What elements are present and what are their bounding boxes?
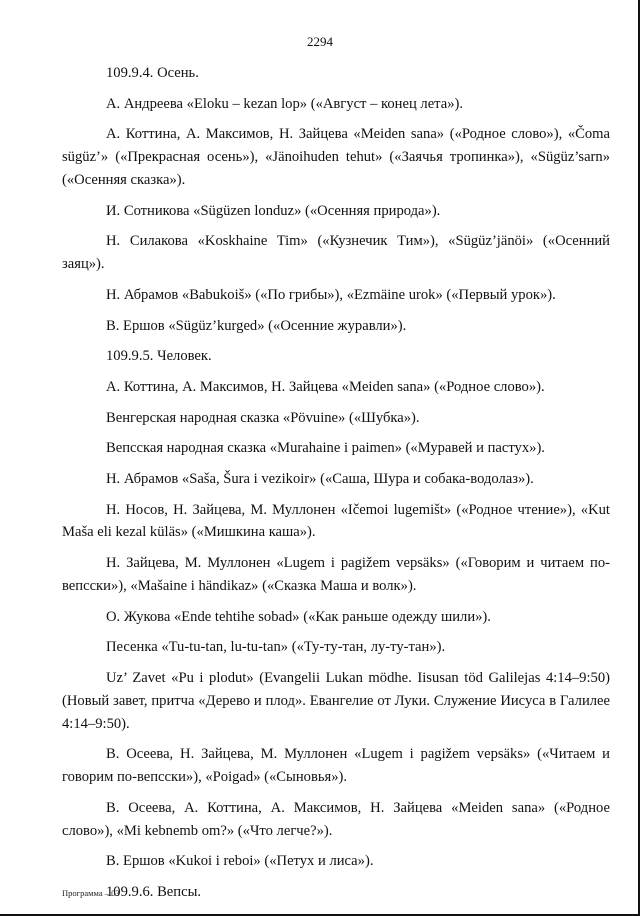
paragraph: В. Ершов «Sügüz’kurged» («Осенние журавли»). (106, 317, 407, 334)
page-footer: Программа – 03 (62, 888, 120, 898)
paragraph: Н. Абрамов «Saša, Šura i vezikoir» («Саша, Шура и собака-водолаз»). (106, 470, 534, 487)
paragraph: Вепсская народная сказка «Murahaine i paimen» («Муравей и пастух»). (106, 440, 545, 457)
paragraph: В. Ершов «Kukoi i reboi» («Петух и лиса»). (106, 853, 374, 870)
section-heading: 109.9.6. Вепсы. (106, 883, 202, 900)
section-heading: 109.9.4. Осень. (106, 65, 199, 81)
page-number: 2294 (307, 34, 333, 49)
paragraph: Uz’ Zavet «Pu i plodut» (Evangelii Lukan mödhe. Iisusan töd Galilejas 4:14–9:50) (Новый завет, притча «Дерево и плод». Евангелие от Луки. Служение Иисуса в Галилее 4:14–9:50). (62, 669, 610, 732)
section-heading: 109.9.5. Человек. (106, 348, 212, 365)
paragraph: Н. Силакова «Koskhaine Tim» («Кузнечик Тим»), «Sügüz’jänöi» («Осенний заяц»). (62, 233, 610, 273)
paragraph: Н. Зайцева, М. Муллонен «Lugem i pagižem vepsäks» («Говорим и читаем по-вепсски»), «Mašaine i händikaz» («Сказка Маша и волк»). (62, 555, 610, 594)
paragraph: Н. Абрамов «Babukoiš» («По грибы»), «Ezmäine urok» («Первый урок»). (106, 286, 556, 303)
paragraph: Н. Носов, Н. Зайцева, М. Муллонен «Ičemoi lugemišt» («Родное чтение»), «Kut Maša eli kezal küläs» («Мишкина каша»). (62, 501, 610, 541)
paragraph: Песенка «Tu-tu-tan, lu-tu-tan» («Ту-ту-тан, лу-ту-тан»). (106, 639, 446, 656)
paragraph: И. Сотникова «Sügüzen londuz» («Осенняя природа»). (106, 202, 441, 219)
paragraph: А. Коттина, А. Максимов, Н. Зайцева «Meiden sana» («Родное слово»), «Čoma sügüz’» («Прекрасная осень»), «Jänoihuden tehut» («Заячья тропинка»), «Sügüz’sarn» («Осенняя сказка»). (62, 126, 610, 188)
paragraph: В. Осеева, А. Коттина, А. Максимов, Н. Зайцева «Meiden sana» («Родное слово»), «Mi kebnemb om?» («Что легче?»). (62, 799, 610, 839)
paragraph: А. Андреева «Eloku – kezan lop» («Август – конец лета»). (106, 95, 464, 112)
paragraph: Венгерская народная сказка «Pövuine» («Шубка»). (106, 409, 420, 426)
document-body (62, 62, 610, 912)
paragraph: О. Жукова «Ende tehtihe sobad» («Как раньше одежду шили»). (106, 608, 491, 625)
paragraph: В. Осеева, Н. Зайцева, М. Муллонен «Lugem i pagižem vepsäks» («Читаем и говорим по-вепсски»), «Poigad» («Сыновья»). (62, 746, 610, 786)
paragraph: А. Коттина, А. Максимов, Н. Зайцева «Meiden sana» («Родное слово»). (106, 378, 545, 395)
